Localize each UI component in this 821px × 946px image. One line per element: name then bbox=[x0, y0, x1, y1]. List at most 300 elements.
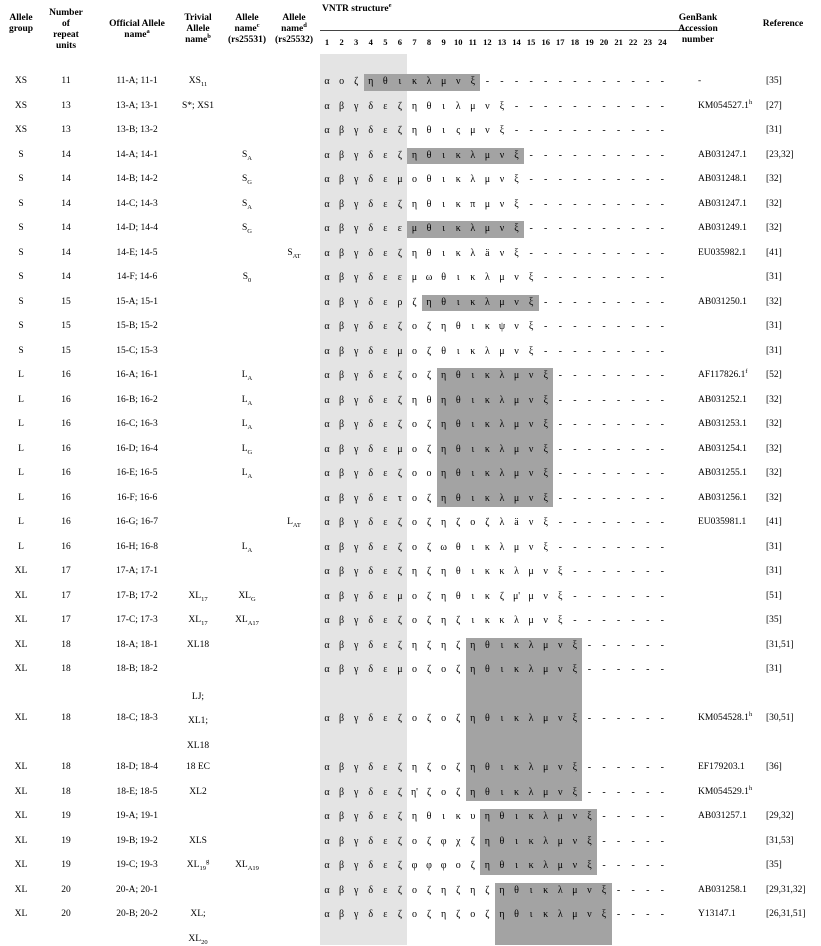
official-allele-name: 14-B; 14-2 bbox=[116, 174, 158, 185]
repeat-unit: ι bbox=[442, 247, 445, 259]
repeat-unit: δ bbox=[368, 566, 374, 578]
repeat-unit: - bbox=[631, 419, 635, 431]
repeat-unit: ξ bbox=[558, 590, 563, 602]
repeat-unit: ξ bbox=[543, 443, 548, 455]
official-allele-name: 20-B; 20-2 bbox=[116, 909, 158, 920]
position-label: 7 bbox=[412, 37, 417, 47]
repeat-unit: γ bbox=[353, 590, 359, 602]
allele-group: S bbox=[18, 149, 24, 160]
repeat-unit: ζ bbox=[354, 76, 359, 88]
repeat-unit: - bbox=[631, 174, 635, 186]
repeat-unit: - bbox=[558, 492, 562, 504]
repeat-unit: - bbox=[660, 811, 664, 823]
repeat-unit: ζ bbox=[470, 860, 475, 872]
repeat-unit: β bbox=[339, 247, 345, 259]
repeat-unit: - bbox=[573, 321, 577, 333]
repeat-unit: λ bbox=[528, 762, 534, 774]
repeat-units: 16 bbox=[61, 492, 71, 503]
repeat-unit: φ bbox=[426, 860, 432, 872]
repeat-unit: π bbox=[470, 198, 476, 210]
repeat-unit: δ bbox=[368, 296, 374, 308]
allele-name-rs25531: $L_A$ bbox=[241, 541, 253, 554]
repeat-unit: γ bbox=[353, 321, 359, 333]
repeat-unit: - bbox=[602, 639, 606, 651]
repeat-unit: - bbox=[646, 76, 650, 88]
repeat-unit: ζ bbox=[485, 909, 490, 921]
repeat-unit: - bbox=[631, 492, 635, 504]
official-allele-name: 18-B; 18-2 bbox=[116, 664, 158, 675]
allele-group: L bbox=[18, 468, 24, 479]
allele-group: XL bbox=[14, 713, 28, 724]
repeat-unit: - bbox=[529, 100, 533, 112]
repeat-unit: μ bbox=[411, 272, 418, 284]
reference: [36] bbox=[766, 762, 782, 773]
repeat-unit: μ bbox=[470, 100, 476, 112]
repeat-unit: θ bbox=[499, 835, 505, 847]
repeat-unit: κ bbox=[455, 811, 461, 823]
repeat-unit: λ bbox=[528, 713, 534, 725]
repeat-units: 17 bbox=[61, 615, 71, 626]
repeat-unit: - bbox=[660, 468, 664, 480]
repeat-unit: κ bbox=[543, 884, 549, 896]
reference: [31] bbox=[766, 664, 782, 675]
repeat-unit: δ bbox=[368, 762, 374, 774]
repeat-unit: α bbox=[324, 664, 330, 676]
repeat-unit: - bbox=[660, 321, 664, 333]
repeat-unit: λ bbox=[514, 566, 519, 578]
allele-group: S bbox=[18, 296, 24, 307]
repeat-unit: γ bbox=[353, 860, 359, 872]
repeat-unit: α bbox=[324, 198, 330, 210]
repeat-unit: ι bbox=[529, 884, 533, 896]
repeat-unit: θ bbox=[455, 566, 461, 578]
repeat-unit: δ bbox=[368, 321, 374, 333]
reference: [31] bbox=[766, 566, 782, 577]
repeat-unit: ξ bbox=[572, 786, 578, 798]
genbank-accession: AB031252.1 bbox=[698, 394, 747, 405]
repeat-unit: - bbox=[616, 125, 621, 137]
position-label: 17 bbox=[556, 37, 565, 47]
repeat-unit: ζ bbox=[397, 370, 402, 382]
repeat-unit: - bbox=[616, 370, 621, 382]
repeat-unit: θ bbox=[455, 492, 461, 504]
repeat-unit: - bbox=[660, 370, 664, 382]
repeat-unit: - bbox=[646, 492, 650, 504]
repeat-unit: - bbox=[616, 884, 621, 896]
repeat-unit: κ bbox=[514, 664, 520, 676]
reference: [32] bbox=[766, 296, 782, 307]
repeat-unit: η bbox=[441, 615, 447, 627]
repeat-unit: - bbox=[616, 321, 621, 333]
genbank-accession: AB031258.1 bbox=[698, 884, 747, 895]
repeat-unit: α bbox=[324, 566, 330, 578]
repeat-unit: κ bbox=[484, 370, 490, 382]
repeat-unit: ο bbox=[411, 590, 417, 602]
repeat-unit: χ bbox=[455, 835, 461, 847]
allele-group: S bbox=[18, 345, 24, 356]
repeat-unit: - bbox=[616, 198, 621, 210]
repeat-unit: κ bbox=[528, 835, 534, 847]
repeat-unit: β bbox=[339, 443, 345, 455]
repeat-unit: - bbox=[544, 149, 548, 161]
repeat-unit: φ bbox=[440, 835, 447, 847]
reference: [23,32] bbox=[766, 149, 794, 160]
repeat-unit: ε bbox=[383, 443, 388, 455]
allele-name-rs25532: $L_{AT}$ bbox=[287, 517, 301, 530]
trivial-allele-name: XL2 bbox=[189, 786, 207, 797]
repeat-unit: β bbox=[339, 860, 345, 872]
repeat-unit: ζ bbox=[397, 884, 402, 896]
repeat-unit: ο bbox=[470, 909, 476, 921]
repeat-unit: β bbox=[339, 517, 345, 529]
official-allele-name: 18-C; 18-3 bbox=[116, 713, 158, 724]
repeat-unit: θ bbox=[426, 247, 432, 259]
allele-group: XL bbox=[14, 639, 28, 650]
repeat-unit: ο bbox=[455, 860, 461, 872]
repeat-unit: β bbox=[339, 639, 345, 651]
genbank-accession: AB031257.1 bbox=[698, 811, 747, 822]
repeat-unit: - bbox=[558, 149, 562, 161]
repeat-unit: ζ bbox=[426, 492, 432, 504]
repeat-unit: - bbox=[602, 615, 606, 627]
repeat-unit: - bbox=[660, 394, 664, 406]
repeat-unit: - bbox=[573, 100, 577, 112]
repeat-unit: ε bbox=[383, 492, 388, 504]
repeat-unit: - bbox=[558, 100, 562, 112]
repeat-unit: η bbox=[411, 762, 418, 774]
allele-name-rs25531: $S_G$ bbox=[242, 174, 252, 187]
repeat-unit: γ bbox=[353, 272, 359, 284]
position-label: 9 bbox=[441, 37, 446, 47]
repeat-unit: δ bbox=[368, 345, 374, 357]
repeat-unit: μ bbox=[543, 762, 549, 774]
repeat-unit: μ bbox=[499, 296, 505, 308]
header-genbank: GenBank Accession number bbox=[678, 13, 718, 45]
repeat-unit: - bbox=[646, 468, 650, 480]
repeat-unit: - bbox=[646, 835, 650, 847]
repeat-unit: η bbox=[411, 639, 418, 651]
reference: [29,32] bbox=[766, 811, 794, 822]
repeat-unit: ε bbox=[397, 223, 402, 235]
repeat-unit: δ bbox=[368, 419, 374, 431]
repeat-unit: - bbox=[544, 296, 548, 308]
allele-name-rs25531: $L_A$ bbox=[241, 468, 253, 481]
repeat-unit: - bbox=[558, 296, 562, 308]
repeat-unit: - bbox=[602, 247, 606, 259]
repeat-unit: - bbox=[616, 100, 621, 112]
allele-group: XS bbox=[14, 100, 28, 111]
repeat-units: 15 bbox=[61, 321, 71, 332]
repeat-unit: - bbox=[646, 394, 650, 406]
repeat-unit: - bbox=[616, 835, 621, 847]
repeat-unit: - bbox=[631, 786, 635, 798]
allele-name-rs25532: $S_{AT}$ bbox=[287, 247, 301, 260]
repeat-unit: μ bbox=[397, 345, 403, 357]
repeat-unit: γ bbox=[353, 639, 359, 651]
repeat-unit: κ bbox=[514, 786, 520, 798]
repeat-unit: τ bbox=[397, 492, 402, 504]
repeat-unit: ξ bbox=[528, 296, 534, 308]
repeat-unit: ζ bbox=[397, 394, 402, 406]
repeat-unit: ο bbox=[426, 468, 432, 480]
vntr-structure-title: VNTR structure$^e$ bbox=[322, 1, 392, 14]
repeat-unit: - bbox=[500, 76, 504, 88]
allele-group: XL bbox=[14, 590, 28, 601]
repeat-unit: - bbox=[631, 198, 635, 210]
repeat-units: 13 bbox=[61, 125, 71, 136]
repeat-unit: ε bbox=[383, 811, 388, 823]
trivial-allele-name: XL; bbox=[190, 909, 206, 920]
position-label: 4 bbox=[368, 37, 373, 47]
repeat-unit: - bbox=[573, 566, 577, 578]
repeat-unit: μ bbox=[484, 174, 491, 186]
repeat-unit: ν bbox=[543, 590, 548, 602]
repeat-unit: - bbox=[529, 174, 533, 186]
allele-name-rs25531: $S_0$ bbox=[242, 272, 252, 285]
repeat-unit: λ bbox=[557, 909, 563, 921]
repeat-unit: - bbox=[587, 517, 592, 529]
repeat-units: 16 bbox=[61, 370, 71, 381]
repeat-unit: μ bbox=[528, 615, 534, 627]
repeat-unit: ζ bbox=[397, 419, 402, 431]
repeat-unit: ι bbox=[442, 100, 445, 112]
repeat-unit: ν bbox=[528, 468, 534, 480]
header-official-name: Official Allele name$^a$ bbox=[109, 19, 165, 40]
official-allele-name: 18-E; 18-5 bbox=[116, 786, 158, 797]
genbank-accession: AF117826.1$^f$ bbox=[698, 368, 748, 381]
repeat-units: 18 bbox=[61, 713, 71, 724]
repeat-unit: α bbox=[324, 762, 330, 774]
repeat-unit: γ bbox=[353, 443, 359, 455]
repeat-unit: ξ bbox=[543, 468, 548, 480]
repeat-unit: - bbox=[646, 590, 650, 602]
repeat-unit: ν bbox=[528, 443, 534, 455]
repeat-unit: - bbox=[587, 247, 592, 259]
reference: [30,51] bbox=[766, 713, 794, 724]
repeat-unit: - bbox=[587, 125, 592, 137]
repeat-unit: - bbox=[602, 835, 606, 847]
repeat-unit: β bbox=[339, 223, 345, 235]
repeat-unit: - bbox=[529, 149, 533, 161]
repeat-units: 16 bbox=[61, 443, 71, 454]
repeat-unit: ι bbox=[515, 860, 518, 872]
light-shade-band bbox=[320, 54, 407, 945]
repeat-unit: μ bbox=[543, 786, 549, 798]
repeat-units: 18 bbox=[61, 664, 71, 675]
repeat-unit: κ bbox=[455, 223, 461, 235]
repeat-unit: α bbox=[324, 835, 330, 847]
repeat-unit: ο bbox=[411, 517, 417, 529]
repeat-unit: ζ bbox=[499, 590, 505, 602]
allele-name-rs25531: $L_G$ bbox=[241, 443, 253, 456]
repeat-unit: - bbox=[660, 492, 664, 504]
repeat-unit: ο bbox=[411, 884, 417, 896]
repeat-unit: - bbox=[587, 100, 592, 112]
repeat-unit: - bbox=[602, 125, 606, 137]
repeat-unit: - bbox=[631, 296, 635, 308]
repeat-unit: γ bbox=[353, 566, 359, 578]
repeat-unit: δ bbox=[368, 860, 374, 872]
repeat-unit: λ bbox=[499, 394, 505, 406]
repeat-unit: - bbox=[631, 615, 635, 627]
repeat-unit: - bbox=[660, 884, 664, 896]
repeat-unit: - bbox=[631, 125, 635, 137]
official-allele-name: 16-C; 16-3 bbox=[116, 419, 158, 430]
repeat-unit: γ bbox=[353, 762, 359, 774]
repeat-unit: ξ bbox=[543, 419, 548, 431]
reference: [32] bbox=[766, 419, 782, 430]
repeat-unit: ε bbox=[383, 321, 388, 333]
repeat-unit: - bbox=[660, 247, 664, 259]
repeat-unit: ι bbox=[515, 835, 518, 847]
reference: [32] bbox=[766, 223, 782, 234]
repeat-block-shade bbox=[480, 809, 597, 875]
reference: [31] bbox=[766, 345, 782, 356]
repeat-unit: η bbox=[411, 149, 418, 161]
repeat-unit: ν bbox=[455, 76, 461, 88]
repeat-unit: α bbox=[324, 321, 330, 333]
repeat-unit: φ bbox=[411, 860, 418, 872]
repeat-unit: ν bbox=[514, 321, 519, 333]
repeat-unit: γ bbox=[353, 370, 359, 382]
repeat-unit: ζ bbox=[426, 713, 432, 725]
repeat-unit: ξ bbox=[558, 566, 563, 578]
repeat-unit: μ bbox=[397, 664, 403, 676]
repeat-unit: η bbox=[441, 492, 447, 504]
repeat-unit: ξ bbox=[558, 615, 563, 627]
repeat-unit: - bbox=[646, 272, 650, 284]
repeat-unit: - bbox=[514, 100, 519, 112]
repeat-unit: ζ bbox=[397, 811, 402, 823]
repeat-units: 15 bbox=[61, 296, 71, 307]
repeat-unit: β bbox=[339, 321, 345, 333]
reference: [35] bbox=[766, 615, 782, 626]
repeat-unit: ι bbox=[471, 419, 475, 431]
repeat-unit: ν bbox=[499, 198, 505, 210]
repeat-unit: β bbox=[339, 664, 345, 676]
allele-name-rs25531: $S_A$ bbox=[242, 198, 252, 211]
repeat-unit: - bbox=[602, 321, 606, 333]
repeat-unit: γ bbox=[353, 100, 359, 112]
position-label: 13 bbox=[497, 37, 507, 47]
allele-group: S bbox=[18, 198, 24, 209]
repeat-unit: ρ bbox=[397, 296, 403, 308]
repeat-unit: ι bbox=[500, 639, 504, 651]
repeat-unit: - bbox=[616, 149, 621, 161]
repeat-unit: - bbox=[602, 664, 606, 676]
repeat-unit: - bbox=[514, 76, 519, 88]
repeat-block-shade bbox=[495, 883, 612, 946]
repeat-unit: ä bbox=[514, 517, 519, 529]
official-allele-name: 19-C; 19-3 bbox=[116, 860, 158, 871]
repeat-unit: ι bbox=[500, 762, 504, 774]
repeat-unit: θ bbox=[499, 860, 505, 872]
repeat-unit: ν bbox=[572, 811, 578, 823]
repeat-unit: - bbox=[587, 615, 592, 627]
repeat-unit: ζ bbox=[397, 615, 402, 627]
repeat-unit: - bbox=[573, 443, 577, 455]
repeat-unit: - bbox=[660, 174, 664, 186]
repeat-unit: κ bbox=[484, 419, 490, 431]
repeat-unit: - bbox=[660, 149, 664, 161]
repeat-unit: ξ bbox=[499, 125, 505, 137]
repeat-unit: - bbox=[646, 884, 650, 896]
repeat-unit: ζ bbox=[426, 786, 432, 798]
repeat-unit: δ bbox=[368, 468, 374, 480]
repeat-unit: γ bbox=[353, 149, 359, 161]
official-allele-name: 17-B; 17-2 bbox=[116, 590, 158, 601]
repeat-unit: ζ bbox=[426, 639, 432, 651]
repeat-unit: κ bbox=[455, 174, 461, 186]
repeat-unit: η bbox=[441, 517, 447, 529]
repeat-unit: α bbox=[324, 223, 330, 235]
repeat-unit: - bbox=[529, 223, 533, 235]
repeat-unit: κ bbox=[499, 566, 505, 578]
repeat-unit: - bbox=[631, 370, 635, 382]
repeat-unit: κ bbox=[543, 909, 549, 921]
repeat-unit: δ bbox=[368, 149, 374, 161]
repeat-unit: ν bbox=[499, 149, 505, 161]
repeat-unit: ζ bbox=[397, 149, 402, 161]
repeat-unit: β bbox=[339, 566, 345, 578]
genbank-accession: KM054527.1$^h$ bbox=[698, 98, 753, 111]
repeat-unit: γ bbox=[353, 198, 359, 210]
official-allele-name: 18-D; 18-4 bbox=[116, 762, 158, 773]
repeat-unit: λ bbox=[543, 835, 549, 847]
repeat-unit: μ bbox=[513, 443, 520, 455]
repeat-unit: - bbox=[544, 223, 548, 235]
repeat-unit: ε bbox=[383, 909, 388, 921]
repeat-unit: η bbox=[470, 762, 476, 774]
allele-group: L bbox=[18, 492, 24, 503]
trivial-allele-name: XL18 bbox=[186, 740, 210, 751]
reference: [29,31,32] bbox=[766, 884, 806, 895]
repeat-unit: κ bbox=[484, 541, 490, 553]
repeat-unit: ο bbox=[470, 517, 476, 529]
repeat-unit: θ bbox=[455, 419, 461, 431]
repeat-unit: ζ bbox=[456, 762, 461, 774]
repeat-unit: - bbox=[616, 639, 621, 651]
reference: [31,53] bbox=[766, 835, 794, 846]
repeat-unit: κ bbox=[484, 468, 490, 480]
repeat-unit: - bbox=[587, 394, 592, 406]
repeat-unit: δ bbox=[368, 713, 374, 725]
repeat-unit: - bbox=[602, 394, 606, 406]
repeat-unit: ζ bbox=[426, 541, 432, 553]
repeat-unit: - bbox=[587, 664, 592, 676]
repeat-unit: ξ bbox=[543, 541, 548, 553]
repeat-unit: κ bbox=[470, 296, 476, 308]
repeat-unit: κ bbox=[411, 76, 417, 88]
position-label: 2 bbox=[339, 37, 344, 47]
allele-group: XL bbox=[14, 835, 28, 846]
repeat-unit: - bbox=[587, 541, 592, 553]
repeat-unit: δ bbox=[368, 247, 374, 259]
allele-group: L bbox=[18, 541, 24, 552]
repeat-unit: - bbox=[558, 272, 562, 284]
trivial-allele-name: S*; XS1 bbox=[182, 100, 214, 111]
reference: [32] bbox=[766, 443, 782, 454]
repeat-unit: - bbox=[573, 174, 577, 186]
repeat-unit: ι bbox=[500, 786, 504, 798]
repeat-unit: - bbox=[602, 590, 606, 602]
repeat-unit: - bbox=[616, 443, 621, 455]
repeat-unit: - bbox=[616, 590, 621, 602]
repeat-unit: - bbox=[616, 615, 621, 627]
repeat-unit: λ bbox=[528, 639, 534, 651]
repeat-unit: ι bbox=[471, 492, 475, 504]
repeat-unit: η bbox=[441, 909, 447, 921]
